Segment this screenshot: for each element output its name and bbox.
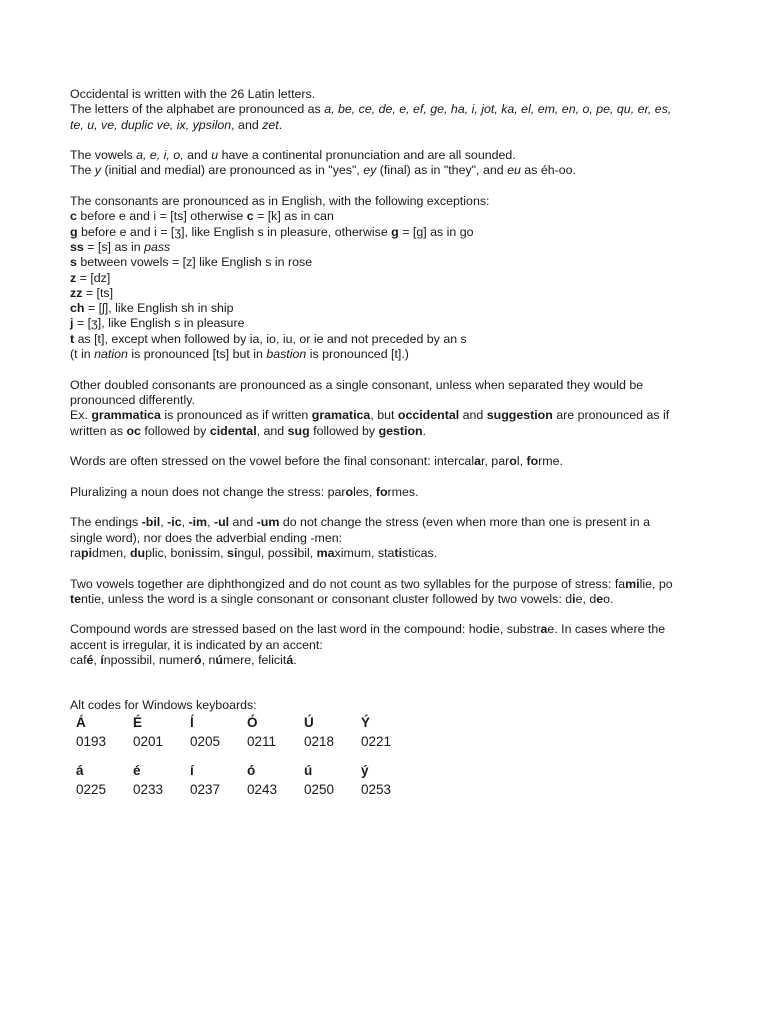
alt-code: 0211 bbox=[247, 733, 277, 749]
text-line bbox=[70, 225, 710, 240]
text-run: npossibil, numer bbox=[103, 652, 195, 667]
text-run: , bbox=[207, 515, 214, 530]
alt-code: 0250 bbox=[304, 781, 335, 797]
paragraph bbox=[70, 515, 710, 561]
text-run: , bbox=[93, 652, 101, 667]
text-run: is pronounced [ts] but in bbox=[127, 347, 267, 362]
text-line bbox=[70, 485, 710, 500]
text-line bbox=[70, 408, 710, 423]
text-run: lie, po bbox=[639, 576, 673, 591]
alt-code: 0243 bbox=[247, 781, 278, 797]
paragraph bbox=[70, 485, 710, 500]
bold-text: ma bbox=[316, 545, 335, 560]
alt-char: Ý bbox=[361, 714, 371, 730]
lowercase-chars-row bbox=[72, 762, 414, 781]
text-line bbox=[70, 393, 710, 408]
text-run: as éh-oo. bbox=[520, 163, 576, 178]
text-run: r, par bbox=[480, 454, 510, 469]
text-line bbox=[70, 622, 710, 637]
bold-text: ss bbox=[70, 239, 84, 254]
text-run: followed by bbox=[140, 423, 210, 438]
bold-text: á bbox=[286, 652, 294, 667]
text-run: , and bbox=[256, 423, 288, 438]
text-line bbox=[70, 424, 710, 439]
text-run: Words are often stressed on the vowel before the final consonant: intercal bbox=[70, 454, 475, 469]
italic-text: ey bbox=[363, 163, 377, 178]
bold-text: i bbox=[293, 545, 298, 560]
alt-code: 0225 bbox=[76, 781, 107, 797]
text-line bbox=[70, 316, 710, 331]
alt-char: ú bbox=[304, 762, 313, 778]
uppercase-codes-row bbox=[72, 733, 414, 762]
italic-text: u bbox=[211, 148, 219, 163]
bold-text: gestion bbox=[378, 423, 423, 438]
text-run: (initial and medial) are pronounced as in "yes", bbox=[101, 163, 364, 178]
bold-text: ch bbox=[70, 301, 85, 316]
text-run: plic, bon bbox=[145, 545, 192, 560]
text-line bbox=[70, 87, 710, 102]
paragraph bbox=[70, 577, 710, 608]
bold-text: í bbox=[100, 652, 104, 667]
text-run: written as bbox=[70, 423, 127, 438]
bold-text: ó bbox=[194, 652, 202, 667]
text-run: do not change the stress (even when more than one is present in a bbox=[279, 515, 650, 530]
paragraph bbox=[70, 622, 710, 668]
text-line bbox=[70, 255, 710, 270]
text-run: The vowels bbox=[70, 148, 137, 163]
text-run: pronounced differently. bbox=[70, 392, 195, 407]
text-run: = [ʒ], like English s in pleasure bbox=[73, 316, 245, 331]
text-run: rmes. bbox=[387, 484, 419, 499]
bold-text: i bbox=[572, 591, 576, 606]
alt-char: í bbox=[190, 762, 194, 778]
text-line bbox=[70, 102, 710, 117]
text-line bbox=[70, 515, 710, 530]
text-run: , but bbox=[370, 408, 398, 423]
text-run: before e and i = [ʒ], like English s in pleasure, otherwise bbox=[77, 224, 392, 239]
bold-text: pi bbox=[81, 545, 93, 560]
text-run: single word), nor does the adverbial ending -men: bbox=[70, 530, 343, 545]
bold-text: o bbox=[345, 484, 354, 499]
bold-text: -bil bbox=[141, 515, 161, 530]
text-run: , n bbox=[201, 652, 216, 667]
bold-text: gramatica bbox=[311, 408, 371, 423]
paragraph bbox=[70, 454, 710, 469]
text-run: ssim, bbox=[194, 545, 228, 560]
text-run: accent is irregular, it is indicated by an accent: bbox=[70, 637, 323, 652]
text-line bbox=[70, 286, 710, 301]
bold-text: o bbox=[509, 454, 517, 469]
bold-text: g bbox=[391, 224, 399, 239]
alt-code: 0233 bbox=[133, 781, 164, 797]
text-run: Two vowels together are diphthongized and do not count as two syllables for the purpose of stress: fa bbox=[70, 576, 626, 591]
alt-char: ý bbox=[361, 762, 369, 778]
text-line bbox=[70, 577, 710, 592]
text-line bbox=[70, 240, 710, 255]
text-line bbox=[70, 546, 710, 561]
paragraph bbox=[70, 87, 710, 133]
alt-char: Ó bbox=[247, 714, 258, 730]
italic-text: eu bbox=[507, 163, 521, 178]
text-line bbox=[70, 163, 710, 178]
bold-text: c bbox=[246, 209, 254, 224]
bold-text: oc bbox=[126, 423, 141, 438]
text-run: = [s] as in bbox=[83, 239, 145, 254]
text-run: (t in bbox=[70, 347, 95, 362]
alt-char: á bbox=[76, 762, 84, 778]
text-run: as [t], except when followed by ia, io, iu, or ie and not preceded by an s bbox=[74, 331, 467, 346]
text-run: between vowels = [z] like English s in rose bbox=[76, 255, 313, 270]
bold-text: a bbox=[474, 454, 481, 469]
text-run: . bbox=[278, 117, 283, 132]
bold-text: -im bbox=[188, 515, 208, 530]
bold-text: fo bbox=[526, 454, 539, 469]
bold-text: é bbox=[86, 652, 94, 667]
paragraphs bbox=[70, 87, 710, 668]
paragraph bbox=[70, 378, 710, 439]
bold-text: suggestion bbox=[486, 408, 553, 423]
text-run: caf bbox=[70, 652, 87, 667]
bold-text: te bbox=[70, 591, 82, 606]
alt-codes-table bbox=[72, 714, 414, 810]
text-run: ngul, poss bbox=[237, 545, 294, 560]
bold-text: s bbox=[70, 255, 77, 270]
bold-text: t bbox=[70, 331, 75, 346]
text-run: Compound words are stressed based on the last word in the compound: hod bbox=[70, 622, 490, 637]
text-run: ntie, unless the word is a single consonant or consonant cluster followed by two vowels: d bbox=[81, 591, 573, 606]
alt-char: Á bbox=[76, 714, 86, 730]
text-run: (final) as in "they", and bbox=[376, 163, 508, 178]
bold-text: g bbox=[70, 224, 78, 239]
bold-text: si bbox=[227, 545, 238, 560]
bold-text: du bbox=[129, 545, 146, 560]
text-run: The letters of the alphabet are pronounced as bbox=[70, 102, 325, 117]
text-run: dmen, bbox=[92, 545, 130, 560]
bold-text: cidental bbox=[209, 423, 257, 438]
bold-text: ti bbox=[394, 545, 403, 560]
alt-char: Ú bbox=[304, 714, 314, 730]
text-line bbox=[70, 194, 710, 209]
bold-text: i bbox=[489, 622, 493, 637]
bold-text: -ic bbox=[167, 515, 182, 530]
text-line bbox=[70, 653, 710, 668]
text-run: = [ʃ], like English sh in ship bbox=[84, 301, 234, 316]
text-line bbox=[70, 148, 710, 163]
bold-text: -ul bbox=[213, 515, 230, 530]
alt-char: ó bbox=[247, 762, 256, 778]
text-run: o. bbox=[603, 591, 614, 606]
text-run: have a continental pronunciation and are all sounded. bbox=[218, 148, 516, 163]
alt-code: 0253 bbox=[361, 781, 392, 797]
text-run: les, bbox=[353, 484, 376, 499]
alt-code: 0205 bbox=[190, 733, 221, 749]
italic-text: nation bbox=[94, 347, 128, 362]
bold-text: e bbox=[596, 591, 604, 606]
alt-codes-title: Alt codes for Windows keyboards: bbox=[70, 698, 257, 713]
bold-text: occidental bbox=[397, 408, 460, 423]
text-run: is pronounced [t].) bbox=[306, 347, 409, 362]
text-line bbox=[70, 347, 710, 362]
text-line bbox=[70, 454, 710, 469]
text-run: . bbox=[293, 652, 297, 667]
bold-text: a bbox=[540, 622, 548, 637]
text-run: e, substr bbox=[492, 622, 541, 637]
text-run: , bbox=[181, 515, 189, 530]
text-line bbox=[70, 209, 710, 224]
text-run: sticas. bbox=[402, 545, 438, 560]
text-line bbox=[70, 592, 710, 607]
document-body bbox=[70, 87, 710, 810]
text-run: l, bbox=[516, 454, 527, 469]
italic-text: zet bbox=[262, 117, 279, 132]
bold-text: fo bbox=[375, 484, 388, 499]
text-line bbox=[70, 531, 710, 546]
text-run: The consonants are pronounced as in English, with the following exceptions: bbox=[70, 194, 490, 209]
bold-text: i bbox=[191, 545, 195, 560]
bold-text: grammatica bbox=[91, 408, 161, 423]
text-line bbox=[70, 638, 710, 653]
text-run: and bbox=[183, 148, 212, 163]
text-run: = [ts] bbox=[82, 285, 114, 300]
text-run: Occidental is written with the 26 Latin letters. bbox=[70, 87, 316, 101]
paragraph bbox=[70, 194, 710, 362]
text-run: bil, bbox=[297, 545, 317, 560]
text-run: rme. bbox=[538, 454, 563, 469]
text-run: , and bbox=[231, 117, 263, 132]
alt-code: 0221 bbox=[361, 733, 392, 749]
text-run: and bbox=[229, 515, 257, 530]
italic-text: pass bbox=[144, 239, 171, 254]
text-run: before e and i = [ts] otherwise bbox=[76, 209, 247, 224]
paragraph bbox=[70, 148, 710, 179]
bold-text: zz bbox=[70, 285, 83, 300]
italic-text: a, be, ce, de, e, ef, ge, ha, i, jot, ka, el, em, en, o, pe, qu, er, es, bbox=[324, 102, 672, 117]
bold-text: sug bbox=[287, 423, 310, 438]
text-run: = [k] as in can bbox=[253, 209, 334, 224]
text-run: The endings bbox=[70, 515, 142, 530]
text-line bbox=[70, 271, 710, 286]
alt-char: Í bbox=[190, 714, 194, 730]
text-run: Other doubled consonants are pronounced as a single consonant, unless when separated they would be bbox=[70, 377, 644, 392]
alt-char: É bbox=[133, 714, 143, 730]
text-run: ximum, sta bbox=[334, 545, 395, 560]
alt-code: 0193 bbox=[76, 733, 107, 749]
text-line bbox=[70, 301, 710, 316]
italic-text: te, u, ve, duplic ve, ix, ypsilon bbox=[70, 117, 232, 132]
text-run: The bbox=[70, 163, 95, 178]
uppercase-chars-row bbox=[72, 714, 414, 733]
text-run: = [g] as in go bbox=[398, 224, 474, 239]
text-run: mere, felicit bbox=[222, 652, 287, 667]
text-run: followed by bbox=[309, 423, 379, 438]
text-line bbox=[70, 118, 710, 133]
bold-text: -um bbox=[256, 515, 280, 530]
text-line bbox=[70, 332, 710, 347]
bold-text: j bbox=[70, 316, 74, 331]
text-line bbox=[70, 378, 710, 393]
text-run: and bbox=[459, 408, 487, 423]
text-run: , bbox=[160, 515, 168, 530]
text-run: is pronounced as if written bbox=[160, 408, 312, 423]
alt-code: 0237 bbox=[190, 781, 221, 797]
alt-code: 0218 bbox=[304, 733, 335, 749]
italic-text: y bbox=[94, 163, 101, 178]
alt-char: é bbox=[133, 762, 141, 778]
text-run: are pronounced as if bbox=[552, 408, 670, 423]
italic-text: a, e, i, o, bbox=[136, 148, 184, 163]
text-run: e, d bbox=[575, 591, 597, 606]
text-run: Pluralizing a noun does not change the stress: par bbox=[70, 484, 346, 499]
lowercase-codes-row bbox=[72, 781, 414, 810]
alt-code: 0201 bbox=[133, 733, 164, 749]
italic-text: bastion bbox=[266, 347, 307, 362]
bold-text: ú bbox=[215, 652, 223, 667]
text-run: Ex. bbox=[70, 408, 92, 423]
text-run: . bbox=[422, 423, 427, 438]
bold-text: z bbox=[70, 270, 77, 285]
bold-text: c bbox=[70, 209, 77, 224]
text-run: ra bbox=[70, 545, 82, 560]
text-run: e. In cases where the bbox=[547, 622, 666, 637]
text-run: = [dz] bbox=[76, 270, 111, 285]
bold-text: mi bbox=[625, 576, 640, 591]
